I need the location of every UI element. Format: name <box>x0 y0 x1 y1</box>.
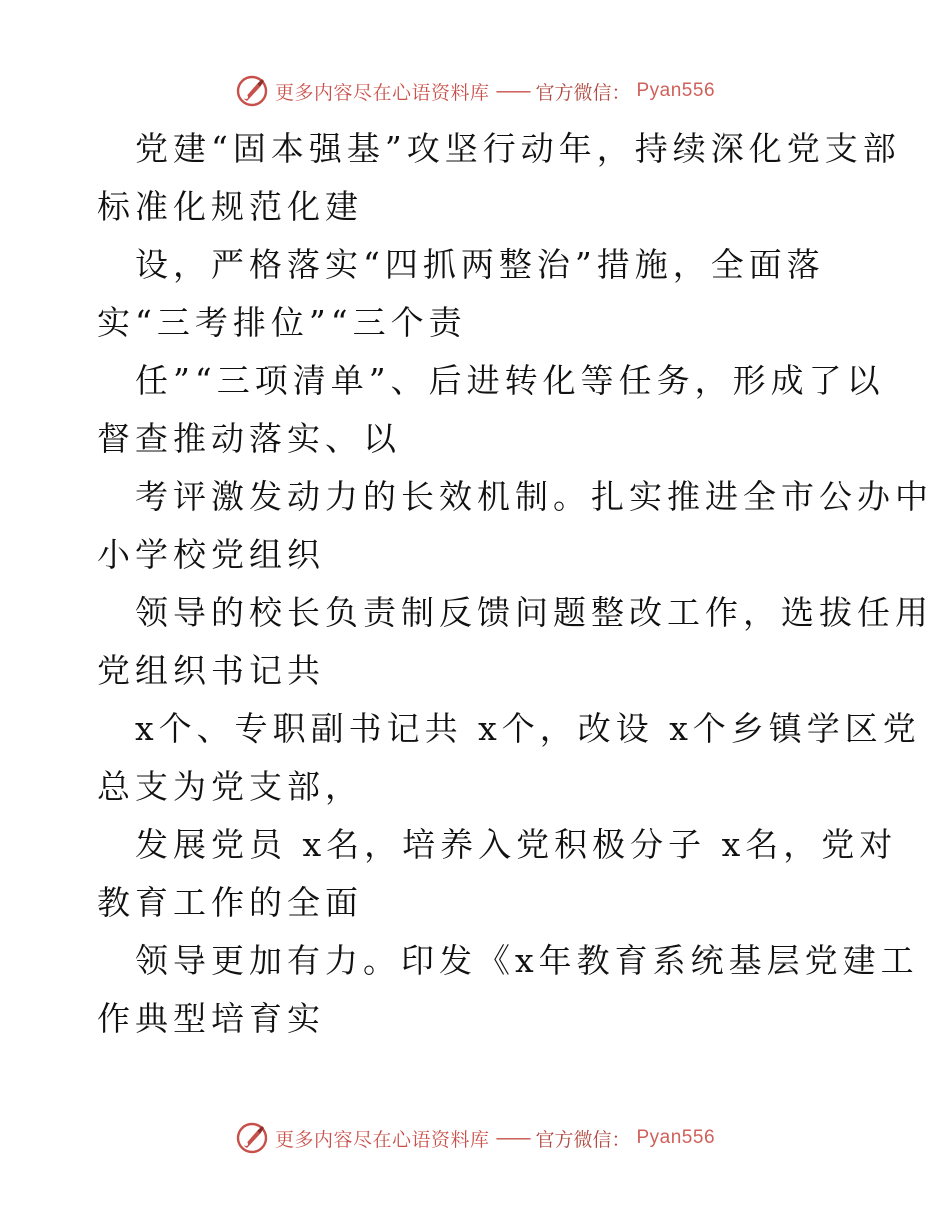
body-text-line: 小学校党组织 <box>97 535 325 574</box>
document-body <box>97 120 933 1048</box>
body-text-line: 领导的校长负责制反馈问题整改工作，选拔任用 <box>135 593 933 632</box>
body-text-line: 总支为党支部， <box>97 767 363 806</box>
body-text-line: 设，严格落实“四抓两整治”措施，全面落 <box>135 245 825 284</box>
quill-pen-circle-icon <box>235 74 269 108</box>
watermark-official-label: 官方微信： <box>535 81 631 104</box>
watermark-brand-text: 更多内容尽在心语资料库 <box>274 1128 490 1151</box>
body-text-line: 实“三考排位”“三个责 <box>97 303 467 342</box>
watermark-separator: —— <box>495 80 530 102</box>
footer-watermark <box>0 1118 950 1158</box>
header-watermark <box>0 71 950 111</box>
body-text-line: x个、专职副书记共 x个，改设 x个乡镇学区党 <box>135 709 921 748</box>
body-text-line: 领导更加有力。印发《x年教育系统基层党建工 <box>135 941 919 980</box>
body-text-line: 标准化规范化建 <box>97 187 363 226</box>
watermark-official-label: 官方微信： <box>535 1128 631 1151</box>
quill-pen-circle-icon <box>235 1121 269 1155</box>
body-text-line: 党建“固本强基”攻坚行动年，持续深化党支部 <box>135 129 901 168</box>
body-text-line: 教育工作的全面 <box>97 883 363 922</box>
watermark-separator: —— <box>495 1127 530 1149</box>
body-text-line: 党组织书记共 <box>97 651 325 690</box>
body-text-line: 任”“三项清单”、后进转化等任务，形成了以 <box>135 361 885 400</box>
watermark-wechat-id: Pyan556 <box>636 80 716 101</box>
body-text-line: 考评激发动力的长效机制。扎实推进全市公办中 <box>135 477 933 516</box>
watermark-brand-text: 更多内容尽在心语资料库 <box>274 81 490 104</box>
body-text-line: 发展党员 x名，培养入党积极分子 x名，党对 <box>135 825 898 864</box>
watermark-wechat-id: Pyan556 <box>636 1127 716 1148</box>
body-text-line: 作典型培育实 <box>97 999 325 1038</box>
body-text-line: 督查推动落实、以 <box>97 419 401 458</box>
